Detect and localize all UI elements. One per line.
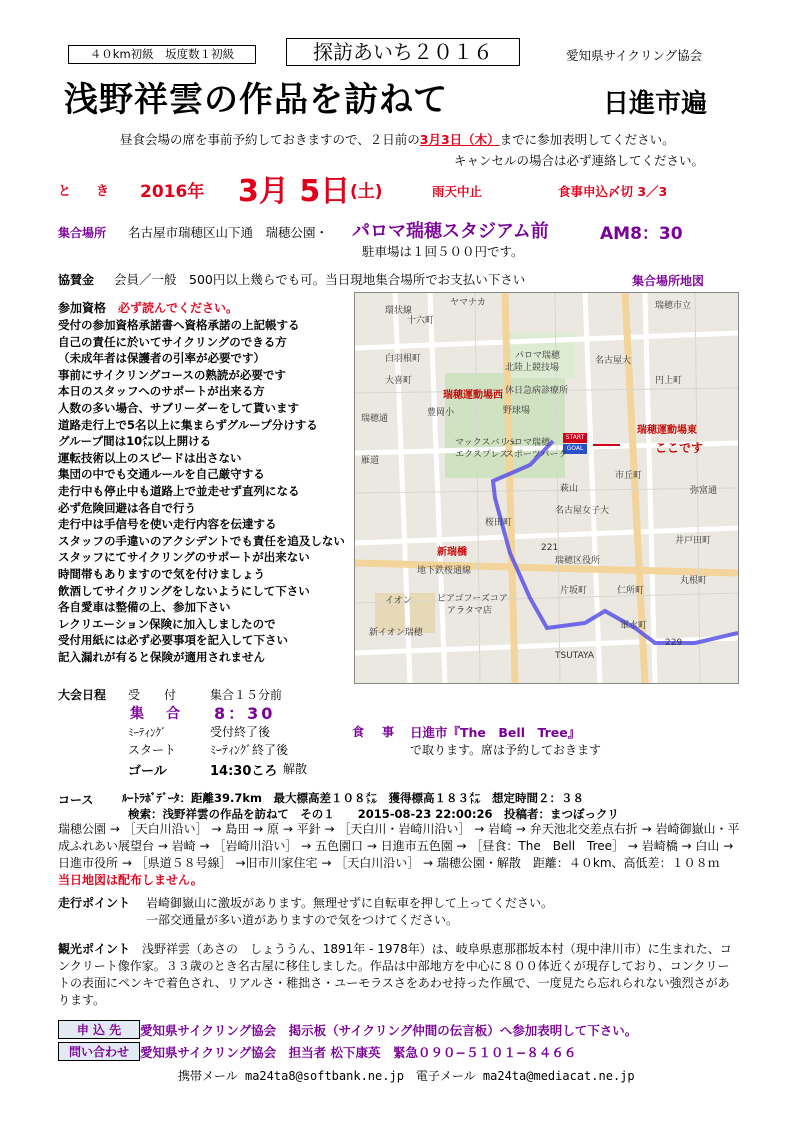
series-title: 探訪あいち２０１６ bbox=[286, 38, 520, 66]
map-label: 集合場所地図 bbox=[632, 274, 705, 288]
map-start-label: START bbox=[565, 434, 585, 441]
requirement-item: 事前にサイクリングコースの熟読が必要です bbox=[58, 367, 286, 382]
requirement-item: スタッフにてサイクリングのサポートが出来ない bbox=[58, 550, 310, 565]
requirement-item: 受付の参加資格承諾書へ資格承諾の上記帳する bbox=[58, 318, 300, 332]
date-label: と き bbox=[58, 184, 116, 199]
course-label: コース bbox=[58, 793, 94, 807]
course-data: ﾙｰﾄﾗﾎﾞﾃﾞｰﾀ：距離39.7km 最大標高差１０８㍍ 獲得標高１８３㍍ 想定時間２：３８ bbox=[122, 791, 585, 805]
requirement-item: 記入漏れが有ると保険が適用されません bbox=[58, 649, 265, 664]
level-badge: ４０km初級 坂度数１初級 bbox=[68, 45, 256, 64]
meeting-time: AM8：30 bbox=[600, 224, 683, 244]
schedule-goal: ゴール bbox=[128, 764, 167, 779]
meeting-label: 集合場所 bbox=[58, 226, 107, 240]
requirement-item: 受付用紙には必ず必要事項を記入して下さい bbox=[58, 633, 288, 648]
no-map-note: 当日地図は配布しません。 bbox=[58, 873, 203, 887]
requirement-item: 運転技術以上のスピードは出さない bbox=[58, 450, 242, 465]
meeting-place: 名古屋市瑞穂区山下通 瑞穂公園・ bbox=[128, 225, 329, 240]
event-weekday: (土) bbox=[350, 182, 383, 202]
requirement-item: グループ間は10㍍以上開ける bbox=[58, 434, 212, 449]
sightseeing-text: 浅野祥雲（あさの しょううん、1891年 - 1978年）は、岐阜県恵那郡坂本村（現中津川市）に生まれた、コンクリート像作家。３３歳のとき名古屋に移住しました。作品は中部地方を中心に８００体近くが現存しており、コンクリートの表面にペンキで着色され、リアルさ・稚拙さ・ユーモラスさをあわせ持った作風で、一度見たら忘れられない強烈さがあります。 bbox=[58, 942, 732, 1007]
requirements-label: 参加資格 必ず読んでください。 bbox=[58, 301, 239, 315]
intro-text-post: までに参加表明してください。 bbox=[499, 132, 675, 147]
must-read-note: 必ず読んでください。 bbox=[118, 301, 239, 315]
riding-points-line1: 岩崎御嶽山に激坂があります。無理せずに自転車を押して上ってください。 bbox=[146, 896, 554, 910]
meeting-place-highlight: パロマ瑞穂スタジアム前 bbox=[352, 221, 549, 242]
course-route: 瑞穂公園 → ［天白川沿い］ → 島田 → 原 → 平針 → ［天白川・岩崎川沿い］ → 岩崎 → 弁天池北交差点右折 → 岩崎御嶽山・平成ふれあい展望台 → 岩崎 → ［岩崎川沿い］ → 五色園口 → 日進市五色園 → ［昼食：The Bell Tree］ → 岩崎橋 → 白山 → 日進市役所 → ［県道５８号線］ →旧市川家住宅 → ［天白川沿い］ → 瑞穂公園・解散 距離：４０km、高低差：１０８ｍ 当日地図は配布しません。 bbox=[58, 822, 740, 887]
page-subtitle: 日進市遍 bbox=[603, 89, 708, 119]
requirement-item: 人数の多い場合、サブリーダーをして貰います bbox=[58, 400, 300, 415]
map-station-east: 瑞穂運動場東 bbox=[637, 425, 697, 436]
requirement-item: 走行中は手信号を使い走行内容を伝達する bbox=[58, 517, 277, 532]
sightseeing-label: 観光ポイント bbox=[58, 942, 131, 956]
schedule-start: スタート bbox=[128, 743, 177, 757]
event-day: 3月 5日 bbox=[238, 174, 351, 209]
meal-note: で取ります。席は予約しておきます bbox=[410, 743, 602, 757]
schedule-label: 大会日程 bbox=[58, 688, 107, 702]
requirement-item: （未成年者は保護者の引率が必要です） bbox=[58, 351, 265, 366]
map-station-west: 瑞穂運動場西 bbox=[443, 390, 503, 401]
map-goal-label: GOAL bbox=[566, 445, 584, 452]
schedule-reception: 受 付 bbox=[128, 688, 177, 702]
organization-name: 愛知県サイクリング協会 bbox=[566, 48, 703, 63]
requirement-item: 道路走行上で5名以上に集まらずグループ分けする bbox=[58, 417, 318, 432]
apply-label: 申 込 先 bbox=[58, 1020, 140, 1039]
intro-line2: キャンセルの場合は必ず連絡してください。 bbox=[454, 153, 705, 168]
schedule-meeting-time: 受付終了後 bbox=[210, 725, 271, 739]
fee-text: 会員／一般 500円以上幾らでも可。当日現地集合場所でお支払い下さい bbox=[114, 272, 526, 287]
requirement-item: 飲酒してサイクリングをしないようにして下さい bbox=[58, 583, 310, 598]
riding-points-label: 走行ポイント bbox=[58, 896, 131, 910]
requirement-item: 時間帯もありますので気を付けましょう bbox=[58, 566, 265, 581]
event-year: 2016年 bbox=[140, 182, 205, 202]
requirement-item: スタッフの手違いのアクシデントでも責任を追及しない bbox=[58, 533, 345, 548]
requirement-item: 本日のスタッフへのサポートが出来る方 bbox=[58, 384, 265, 399]
schedule-reception-time: 集合１５分前 bbox=[210, 688, 283, 702]
requirement-item: 自己の責任に於いてサイクリングのできる方 bbox=[58, 334, 287, 349]
schedule-goal-time: 14:30ころ bbox=[210, 764, 278, 779]
riding-points-line2: 一部交通量が多い道がありますので気をつけてください。 bbox=[146, 913, 459, 927]
email-addresses[interactable]: 携帯メール ma24ta8@softbank.ne.jp 電子メール ma24ta@mediacat.ne.jp bbox=[178, 1069, 635, 1083]
schedule-gather-time: 8：30 bbox=[214, 704, 276, 723]
rain-notice: 雨天中止 bbox=[432, 184, 483, 199]
requirement-item: 集団の中でも交通ルールを自己厳守する bbox=[58, 467, 265, 482]
map-station-shinmizuho: 新瑞橋 bbox=[437, 547, 467, 558]
schedule-gather: 集 合 bbox=[130, 706, 184, 722]
contact-label: 問い合わせ bbox=[58, 1042, 140, 1061]
apply-text: 愛知県サイクリング協会 掲示板（サイクリング仲間の伝言板）へ参加表明して下さい。 bbox=[140, 1023, 638, 1038]
contact-text: 愛知県サイクリング協会 担当者 松下康英 緊急０９０−５１０１−８４６６ bbox=[140, 1045, 577, 1060]
requirement-item: レクリエーション保険に加入しましたので bbox=[58, 616, 276, 631]
intro-text-pre: 昼食会場の席を事前予約しておきますので、２日前の bbox=[120, 132, 420, 147]
requirements-list bbox=[58, 317, 345, 665]
requirement-item: 各自愛車は整備の上、参加下さい bbox=[58, 600, 231, 615]
sightseeing-section bbox=[58, 941, 740, 1009]
parking-note: 駐車場は１回５００円です。 bbox=[362, 244, 524, 259]
meal-deadline: 食事申込〆切 3／3 bbox=[558, 184, 668, 199]
schedule-start-time: ﾐｰﾃｨﾝｸﾞ終了後 bbox=[210, 743, 289, 757]
requirement-item: 必ず危険回避は各自で行う bbox=[58, 500, 196, 515]
map-here-marker: ここです bbox=[655, 441, 704, 455]
requirement-item: 走行中も停止中も道路上で並走せず直列になる bbox=[58, 483, 300, 498]
meal-place: 日進市『The Bell Tree』 bbox=[410, 725, 581, 740]
schedule-dismiss: 解散 bbox=[283, 762, 308, 776]
meal-label: 食 事 bbox=[352, 725, 398, 739]
course-search: 検索：浅野祥雲の作品を訪ねて その１ 2015-08-23 22:00:26 投稿者：まつぼっクリ bbox=[128, 807, 619, 821]
deadline-date: 3月3日（木） bbox=[419, 132, 500, 147]
fee-label: 協賛金 bbox=[58, 273, 95, 287]
schedule-meeting: ﾐｰﾃｨﾝｸﾞ bbox=[128, 726, 167, 739]
meeting-map: 環状線 十六町 白羽根町 大喜町 瑞穂通 雁道 パロマ瑞穂 北陸上競技場 休日急病診療所 野球場 豊岡小 マックスバリュ エクスプレス パロマ瑞穂 スポーツパーク 萩山 名古屋大 市丘町 名古屋女子大 瑞穂区役所 桜田町 片坂町 仁所町 軍水町 井戸田町 丸根町 弥富通 ヤマナカ 瑞穂市立 円上町 イオン ピアゴフーズコア アラタマ店 地下鉄桜通線 新イオン瑞穂 TSUTAYA 221 229 瑞穂運動場西 瑞穂運動場東 新瑞橋 ここです START GOAL bbox=[354, 292, 739, 684]
intro-line1 bbox=[120, 130, 675, 148]
page-title: 浅野祥雲の作品を訪ねて bbox=[64, 80, 449, 120]
